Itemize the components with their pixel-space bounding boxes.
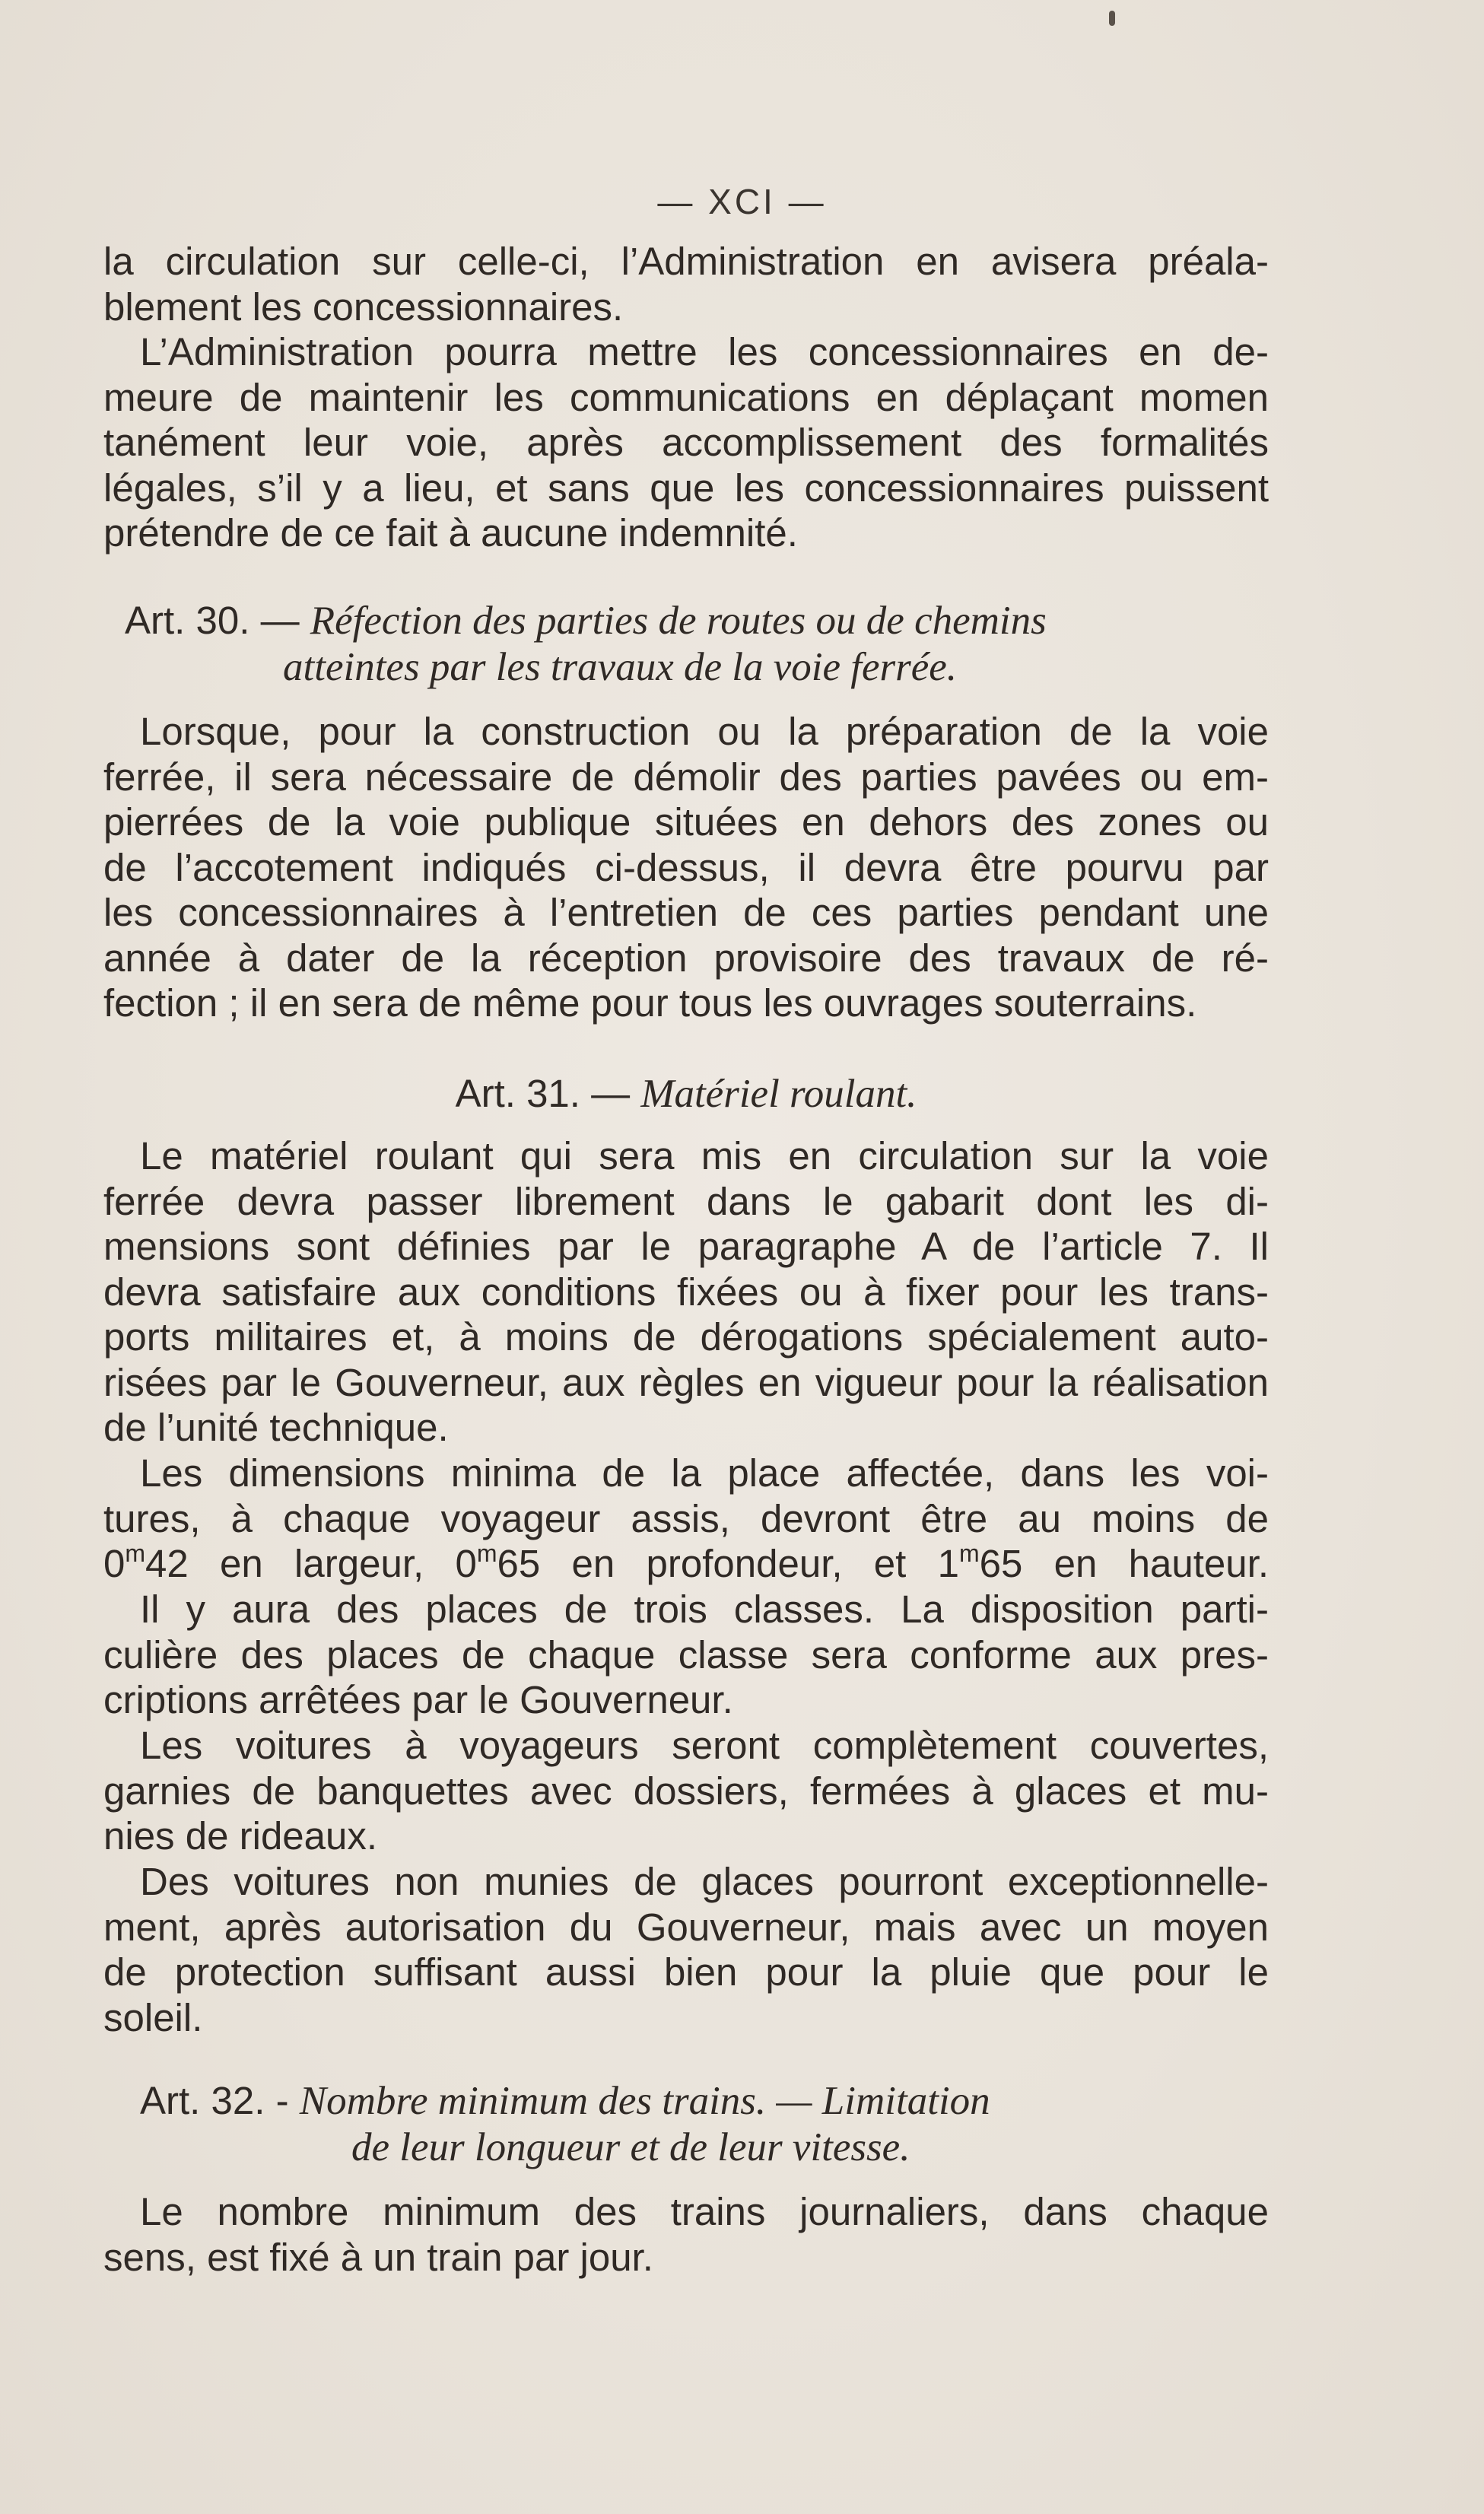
text-line: de l’accotement indiqués ci-dessus, il devra être pourvu par bbox=[103, 845, 1269, 889]
paragraph-3 bbox=[103, 709, 1269, 1026]
paragraph-4 bbox=[103, 1133, 1269, 1451]
ink-speck bbox=[1109, 11, 1115, 26]
text-line: garnies de banquettes avec dossiers, fermées à glaces et mu- bbox=[103, 1769, 1269, 1813]
text-line: risées par le Gouverneur, aux règles en vigueur pour la réalisation bbox=[103, 1360, 1269, 1404]
text-line: légales, s’il y a lieu, et sans que les concessionnaires puissent bbox=[103, 466, 1269, 510]
text-line: 0$^m$42 en largeur, 0$^m$65 en profondeur, et 1$^m$65 en hauteur. bbox=[103, 1540, 1270, 1585]
article-31-heading bbox=[103, 1071, 1269, 1117]
text-line: prétendre de ce fait à aucune indemnité. bbox=[103, 511, 798, 555]
article-title: Nombre minimum des trains. — Limitation bbox=[299, 2079, 990, 2123]
text-line: Il y aura des places de trois classes. La disposition parti- bbox=[140, 1588, 1269, 1631]
article-number: Art. 32. - bbox=[140, 2079, 289, 2122]
text-line: la circulation sur celle-ci, l’Administration en avisera préala- bbox=[103, 240, 1269, 283]
text-line: pierrées de la voie publique situées en dehors des zones ou bbox=[103, 800, 1269, 844]
text-line: année à dater de la réception provisoire des travaux de ré- bbox=[103, 936, 1269, 980]
text-line: soleil. bbox=[103, 1995, 203, 2039]
article-32-heading bbox=[140, 2078, 1266, 2170]
article-30-heading bbox=[125, 598, 1266, 690]
text-line: L’Administration pourra mettre les concessionnaires en de- bbox=[140, 330, 1269, 373]
text-line: nies de rideaux. bbox=[103, 1814, 378, 1858]
text-line: ferrée, il sera nécessaire de démolir des parties pavées ou em- bbox=[103, 755, 1269, 799]
text-line: devra satisfaire aux conditions fixées ou à fixer pour les trans- bbox=[103, 1270, 1269, 1314]
text-line: ferrée devra passer librement dans le gabarit dont les di- bbox=[103, 1179, 1269, 1223]
paragraph-7 bbox=[103, 1723, 1269, 1859]
text-line: Les voitures à voyageurs seront complètement couvertes, bbox=[140, 1724, 1269, 1767]
article-number: Art. 31. — bbox=[455, 1072, 631, 1115]
text-line: Le matériel roulant qui sera mis en circulation sur la voie bbox=[140, 1134, 1269, 1178]
article-title: de leur longueur et de leur vitesse. bbox=[351, 2125, 910, 2169]
text-line: mensions sont définies par le paragraphe A de l’article 7. Il bbox=[103, 1225, 1269, 1268]
article-title: Matériel roulant. bbox=[640, 1072, 917, 1116]
text-line: ports militaires et, à moins de dérogations spécialement auto- bbox=[103, 1315, 1269, 1359]
text-line: sens, est fixé à un train par jour. bbox=[103, 2235, 653, 2279]
text-line: ment, après autorisation du Gouverneur, mais avec un moyen bbox=[103, 1905, 1269, 1949]
text-line: Les dimensions minima de la place affectée, dans les voi- bbox=[140, 1451, 1269, 1495]
text-line: fection ; il en sera de même pour tous les ouvrages souterrains. bbox=[103, 981, 1197, 1025]
text-line: culière des places de chaque classe sera conforme aux pres- bbox=[103, 1632, 1269, 1677]
text-line: blement les concessionnaires. bbox=[103, 284, 624, 329]
text-line: de protection suffisant aussi bien pour la pluie que pour le bbox=[103, 1950, 1269, 1994]
paragraph-6 bbox=[103, 1587, 1269, 1723]
article-title: Réfection des parties de routes ou de chemins bbox=[310, 599, 1047, 643]
text-line: criptions arrêtées par le Gouverneur. bbox=[103, 1678, 733, 1721]
text-line: Des voitures non munies de glaces pourront exceptionnelle- bbox=[140, 1860, 1269, 1903]
article-title: atteintes par les travaux de la voie ferrée. bbox=[283, 644, 958, 689]
paragraph-9 bbox=[103, 2189, 1269, 2280]
paragraph-5 bbox=[103, 1451, 1269, 1587]
text-line: tures, à chaque voyageur assis, devront être au moins de bbox=[103, 1496, 1269, 1540]
text-line: meure de maintenir les communications en déplaçant momen bbox=[103, 375, 1269, 419]
text-line: Le nombre minimum des trains journaliers, dans chaque bbox=[140, 2190, 1269, 2233]
paragraph-8 bbox=[103, 1859, 1269, 2040]
text-line: les concessionnaires à l’entretien de ces parties pendant une bbox=[103, 891, 1269, 934]
article-number: Art. 30. — bbox=[125, 599, 300, 642]
paragraph-1 bbox=[103, 239, 1269, 329]
page-number: — XCI — bbox=[657, 182, 827, 221]
text-line: Lorsque, pour la construction ou la préparation de la voie bbox=[140, 710, 1269, 753]
text-line: tanément leur voie, après accomplissement des formalités bbox=[103, 421, 1269, 464]
paragraph-2 bbox=[103, 329, 1269, 556]
text-line: de l’unité technique. bbox=[103, 1406, 449, 1449]
